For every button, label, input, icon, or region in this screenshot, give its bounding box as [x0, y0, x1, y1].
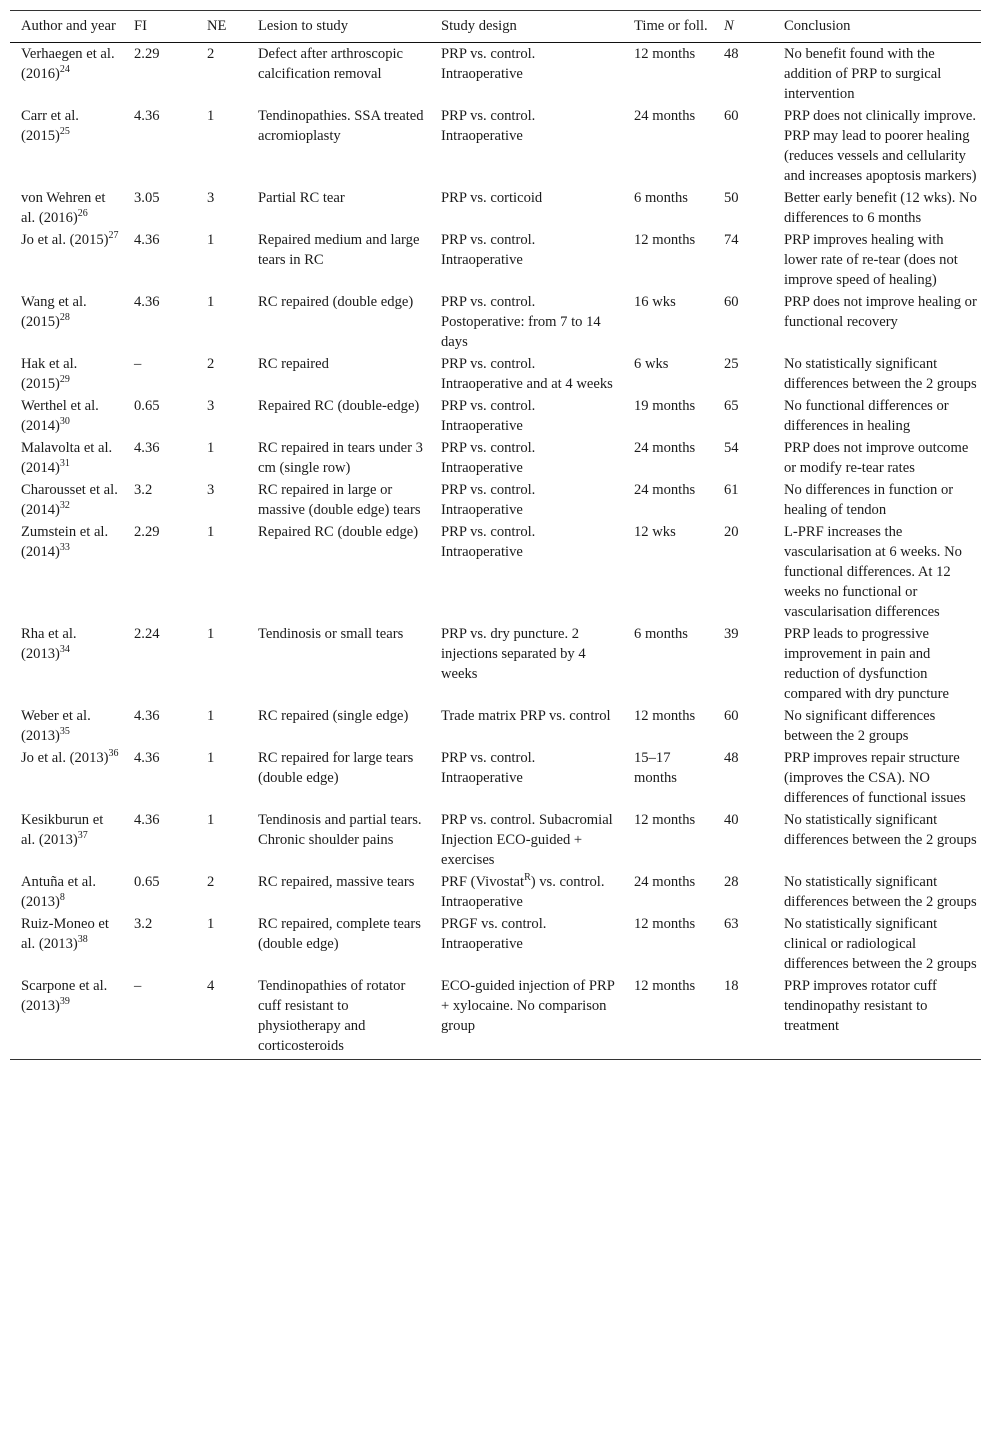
cell-conclusion: No functional differences or differences in healing: [784, 398, 949, 434]
author-text: Hak et al. (2015): [21, 356, 78, 392]
cell-conclusion: L-PRF increases the vascularisation at 6 weeks. No functional differences. At 12 weeks no functional or vascularisation differences: [784, 524, 962, 620]
cell-author: [10, 521, 123, 623]
cell-design: PRP vs. control. Intraoperative: [441, 46, 536, 82]
header-conclusion: Conclusion: [773, 11, 981, 43]
cell-design: PRGF vs. control. Intraoperative: [441, 916, 547, 952]
cell-design: PRP vs. control. Postoperative: from 7 to 14 days: [441, 294, 601, 350]
cell-author: [10, 479, 123, 521]
cell-ne: 1: [207, 708, 215, 724]
cell-ne: 1: [207, 916, 215, 932]
cell-time: 12 wks: [634, 524, 676, 540]
cell-time: 24 months: [634, 482, 696, 498]
cell-fi: 3.05: [134, 190, 160, 206]
table-row: [10, 395, 981, 437]
cell-lesion: RC repaired in tears under 3 cm (single row): [258, 440, 423, 476]
cell-n: 50: [724, 190, 739, 206]
author-text: Wang et al. (2015): [21, 294, 87, 330]
cell-fi: 4.36: [134, 294, 160, 310]
cell-fi: 4.36: [134, 708, 160, 724]
cell-lesion: RC repaired, massive tears: [258, 874, 415, 890]
author-text: von Wehren et al. (2016): [21, 190, 106, 226]
header-fi: FI: [123, 11, 196, 43]
cell-fi: 2.29: [134, 524, 160, 540]
table-row: [10, 479, 981, 521]
cell-lesion: RC repaired in large or massive (double edge) tears: [258, 482, 421, 518]
cell-fi: 4.36: [134, 750, 160, 766]
table-row: [10, 437, 981, 479]
cell-lesion: Tendinopathies. SSA treated acromioplasty: [258, 108, 424, 144]
cell-conclusion: No statistically significant differences between the 2 groups: [784, 356, 977, 392]
reference-number: 34: [59, 644, 70, 655]
cell-fi: 3.2: [134, 916, 153, 932]
cell-author: [10, 229, 123, 291]
cell-conclusion: No statistically significant differences between the 2 groups: [784, 812, 977, 848]
cell-conclusion: PRP improves repair structure (improves the CSA). NO differences of functional issues: [784, 750, 966, 806]
cell-author: [10, 747, 123, 809]
reference-number: 8: [59, 892, 65, 903]
cell-author: [10, 623, 123, 705]
author-text: Malavolta et al. (2014): [21, 440, 113, 476]
cell-time: 24 months: [634, 440, 696, 456]
cell-ne: 2: [207, 356, 215, 372]
reference-number: 30: [59, 416, 70, 427]
table-row: [10, 291, 981, 353]
cell-ne: 4: [196, 975, 247, 1060]
cell-ne: 1: [207, 108, 215, 124]
cell-conclusion: No differences in function or healing of tendon: [784, 482, 954, 518]
cell-time: 12 months: [634, 916, 696, 932]
cell-conclusion: No statistically significant clinical or radiological differences between the 2 groups: [784, 916, 977, 972]
cell-time: 12 months: [623, 975, 713, 1060]
author-text: Jo et al. (2013): [21, 750, 109, 766]
reference-number: 38: [77, 934, 88, 945]
cell-n: 18: [713, 975, 773, 1060]
cell-design: PRP vs. control. Subacromial Injection ECO-guided + exercises: [441, 812, 613, 868]
reference-number: 27: [108, 230, 119, 241]
cell-design: PRP vs. control. Intraoperative: [441, 232, 536, 268]
cell-design: PRP vs. control. Intraoperative: [441, 440, 536, 476]
cell-author: [10, 809, 123, 871]
header-n: N: [713, 11, 773, 43]
table-row: [10, 229, 981, 291]
author-text: Kesikburun et al. (2013): [21, 812, 104, 848]
cell-ne: 1: [207, 524, 215, 540]
cell-fi: 0.65: [134, 398, 160, 414]
cell-conclusion: No benefit found with the addition of PRP to surgical intervention: [784, 46, 942, 102]
cell-fi: 2.29: [134, 46, 160, 62]
cell-design: PRP vs. control. Intraoperative: [441, 108, 536, 144]
cell-lesion: Repaired medium and large tears in RC: [258, 232, 420, 268]
table-row: [10, 747, 981, 809]
cell-lesion: Tendinosis and partial tears. Chronic shoulder pains: [258, 812, 422, 848]
cell-time: 24 months: [634, 874, 696, 890]
cell-conclusion: PRP does not clinically improve. PRP may lead to poorer healing (reduces vessels and cellularity and increases apoptosis markers): [784, 108, 977, 184]
cell-n: 65: [724, 398, 739, 414]
author-text: Scarpone et al. (2013): [21, 978, 108, 1014]
cell-time: 12 months: [634, 812, 696, 828]
cell-ne: 1: [207, 626, 215, 642]
cell-fi: –: [123, 975, 196, 1060]
author-text: Verhaegen et al. (2016): [21, 46, 115, 82]
author-text: Charousset et al. (2014): [21, 482, 118, 518]
reference-number: 29: [59, 374, 70, 385]
cell-n: 39: [724, 626, 739, 642]
author-text: Weber et al. (2013): [21, 708, 91, 744]
cell-lesion: RC repaired for large tears (double edge): [258, 750, 414, 786]
cell-conclusion: No significant differences between the 2 groups: [784, 708, 936, 744]
cell-author: [10, 705, 123, 747]
cell-time: 24 months: [634, 108, 696, 124]
table-row: [10, 521, 981, 623]
reference-number: 26: [77, 208, 88, 219]
author-text: Werthel et al. (2014): [21, 398, 99, 434]
reference-number: 25: [59, 126, 70, 137]
table-row: [10, 187, 981, 229]
author-text: Jo et al. (2015): [21, 232, 109, 248]
cell-design: PRP vs. corticoid: [441, 190, 543, 206]
cell-design: PRP vs. control. Intraoperative and at 4 weeks: [441, 356, 613, 392]
cell-n: 54: [724, 440, 739, 456]
cell-ne: 1: [207, 750, 215, 766]
reference-number: 33: [59, 542, 70, 553]
cell-ne: 2: [207, 46, 215, 62]
reference-number: 39: [59, 996, 70, 1007]
table-row: [10, 105, 981, 187]
cell-author: [10, 871, 123, 913]
cell-author: [10, 353, 123, 395]
reference-number: 28: [59, 312, 70, 323]
cell-lesion: Tendinopathies of rotator cuff resistant to physiotherapy and corticosteroids: [247, 975, 430, 1060]
reference-number: 37: [77, 830, 88, 841]
design-text-rest: ) vs. control. Intraoperative: [441, 874, 605, 910]
cell-time: 6 months: [634, 190, 688, 206]
design-text: PRF (Vivostat: [441, 874, 525, 890]
cell-lesion: RC repaired: [258, 356, 329, 372]
reference-number: 24: [59, 64, 70, 75]
cell-fi: 2.24: [134, 626, 160, 642]
cell-lesion: RC repaired (single edge): [258, 708, 409, 724]
author-text: Zumstein et al. (2014): [21, 524, 109, 560]
cell-design: PRP vs. control. Intraoperative: [441, 750, 536, 786]
reference-number: 35: [59, 726, 70, 737]
cell-conclusion: Better early benefit (12 wks). No differences to 6 months: [784, 190, 977, 226]
cell-n: 63: [724, 916, 739, 932]
cell-design: PRP vs. control. Intraoperative: [441, 524, 536, 560]
header-author: Author and year: [10, 11, 123, 43]
cell-time: 15–17 months: [634, 750, 677, 786]
cell-design: PRP vs. dry puncture. 2 injections separated by 4 weeks: [441, 626, 586, 682]
table-row: [10, 871, 981, 913]
cell-design: ECO-guided injection of PRP + xylocaine. No comparison group: [430, 975, 623, 1060]
cell-lesion: Repaired RC (double-edge): [258, 398, 420, 414]
table-container: [10, 10, 982, 1060]
cell-design: Trade matrix PRP vs. control: [441, 708, 611, 724]
cell-fi: 3.2: [134, 482, 153, 498]
cell-time: 16 wks: [634, 294, 676, 310]
table-row: [10, 623, 981, 705]
cell-design: PRP vs. control. Intraoperative: [441, 398, 536, 434]
cell-n: 74: [724, 232, 739, 248]
cell-fi: 4.36: [134, 232, 160, 248]
cell-conclusion: PRP leads to progressive improvement in pain and reduction of dysfunction compared with dry puncture: [784, 626, 949, 702]
registered-mark: R: [524, 872, 531, 883]
cell-lesion: RC repaired (double edge): [258, 294, 414, 310]
cell-n: 60: [724, 294, 739, 310]
cell-fi: 0.65: [134, 874, 160, 890]
cell-ne: 3: [207, 190, 215, 206]
cell-author: [10, 187, 123, 229]
cell-ne: 3: [207, 482, 215, 498]
cell-conclusion: PRP improves rotator cuff tendinopathy resistant to treatment: [773, 975, 981, 1060]
reference-number: 36: [108, 748, 119, 759]
table-row: [10, 913, 981, 975]
cell-time: 6 months: [634, 626, 688, 642]
cell-lesion: RC repaired, complete tears (double edge): [258, 916, 421, 952]
cell-conclusion: PRP improves healing with lower rate of re-tear (does not improve speed of healing): [784, 232, 958, 288]
cell-conclusion: PRP does not improve outcome or modify re-tear rates: [784, 440, 969, 476]
header-row: [10, 11, 981, 43]
header-lesion: Lesion to study: [247, 11, 430, 43]
cell-fi: 4.36: [134, 440, 160, 456]
cell-conclusion: No statistically significant differences between the 2 groups: [784, 874, 977, 910]
cell-n: 60: [724, 708, 739, 724]
cell-time: 6 wks: [634, 356, 669, 372]
table-row: [10, 809, 981, 871]
cell-ne: 1: [207, 232, 215, 248]
header-design: Study design: [430, 11, 623, 43]
cell-ne: 1: [207, 294, 215, 310]
cell-design: PRP vs. control. Intraoperative: [441, 482, 536, 518]
cell-conclusion: PRP does not improve healing or functional recovery: [784, 294, 977, 330]
table-row: [10, 43, 981, 106]
cell-author: [10, 913, 123, 975]
cell-n: 25: [724, 356, 739, 372]
cell-time: 12 months: [634, 46, 696, 62]
cell-fi: 4.36: [134, 812, 160, 828]
header-ne: NE: [196, 11, 247, 43]
table-row: [10, 705, 981, 747]
header-time: Time or foll.: [623, 11, 713, 43]
author-text: Antuña et al. (2013): [21, 874, 96, 910]
cell-design: [430, 871, 623, 913]
reference-number: 31: [59, 458, 70, 469]
studies-table: [10, 10, 981, 1060]
cell-n: 20: [724, 524, 739, 540]
cell-time: 12 months: [634, 232, 696, 248]
cell-time: 12 months: [634, 708, 696, 724]
cell-lesion: Partial RC tear: [258, 190, 345, 206]
cell-author: [10, 437, 123, 479]
cell-lesion: Repaired RC (double edge): [258, 524, 419, 540]
cell-author: [10, 291, 123, 353]
cell-n: 28: [724, 874, 739, 890]
author-text: Rha et al. (2013): [21, 626, 77, 662]
author-text: Carr et al. (2015): [21, 108, 79, 144]
cell-ne: 1: [207, 812, 215, 828]
table-row: [10, 975, 981, 1060]
cell-n: 61: [724, 482, 739, 498]
cell-lesion: Defect after arthroscopic calcification removal: [258, 46, 404, 82]
cell-lesion: Tendinosis or small tears: [258, 626, 404, 642]
cell-ne: 1: [207, 440, 215, 456]
cell-n: 60: [724, 108, 739, 124]
cell-fi: 4.36: [134, 108, 160, 124]
reference-number: 32: [59, 500, 70, 511]
cell-author: [10, 43, 123, 106]
cell-author: [10, 975, 123, 1060]
table-body: [10, 43, 981, 1060]
table-row: [10, 353, 981, 395]
cell-author: [10, 105, 123, 187]
cell-time: 19 months: [634, 398, 696, 414]
author-text: Ruiz-Moneo et al. (2013): [21, 916, 109, 952]
cell-n: 48: [724, 46, 739, 62]
cell-n: 40: [724, 812, 739, 828]
cell-n: 48: [724, 750, 739, 766]
cell-ne: 3: [207, 398, 215, 414]
cell-fi: –: [134, 356, 142, 372]
cell-ne: 2: [207, 874, 215, 890]
cell-author: [10, 395, 123, 437]
